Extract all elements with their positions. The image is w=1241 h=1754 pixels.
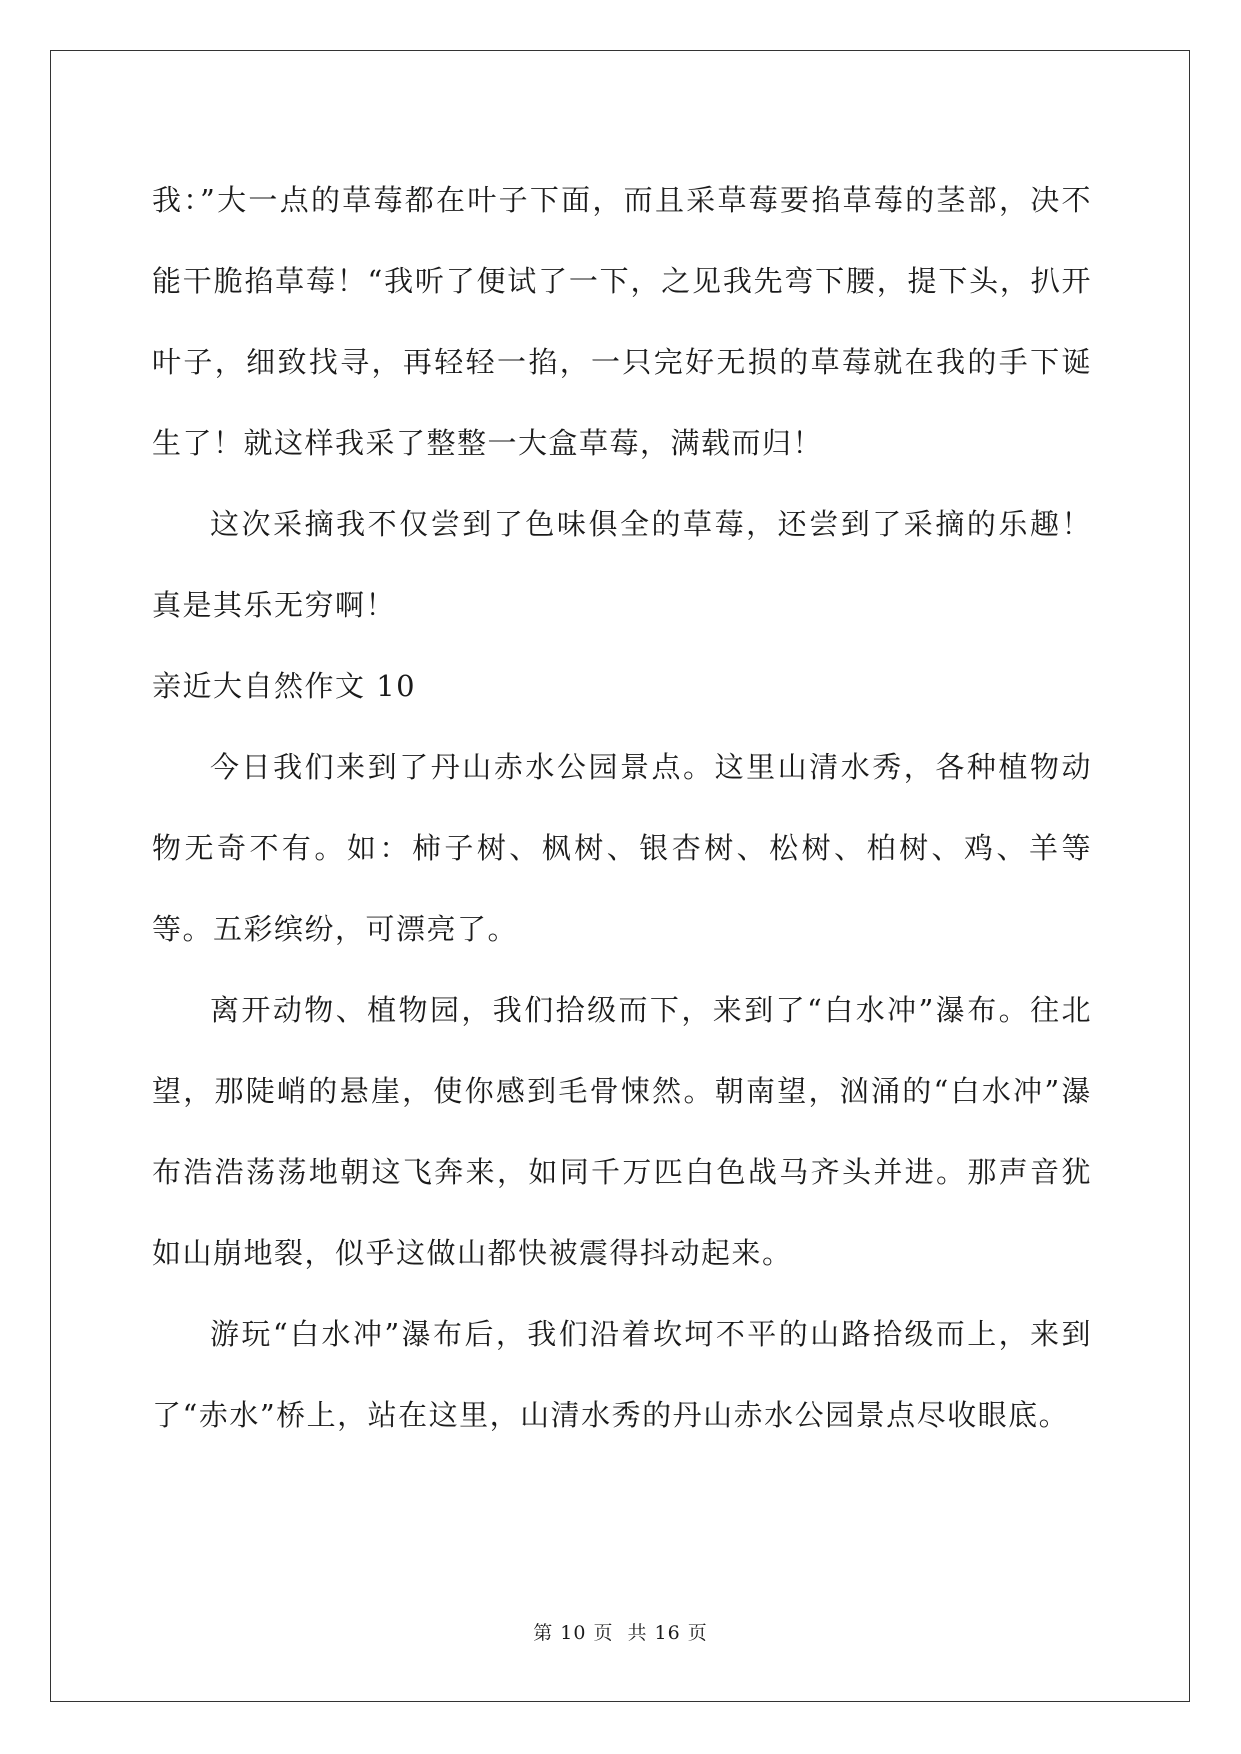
document-body [152,160,1092,1456]
page-footer [0,1618,1241,1645]
paragraph-1: 我：”大一点的草莓都在叶子下面，而且采草莓要掐草莓的茎部，决不能干脆掐草莓！“我听了便试了一下，之见我先弯下腰，提下头，扒开叶子，细致找寻，再轻轻一掐，一只完好无损的草莓就在我的手下诞生了！就这样我采了整整一大盒草莓，满载而归！ [152,183,1092,460]
paragraph-5: 游玩“白水冲”瀑布后，我们沿着坎坷不平的山路拾级而上，来到了“赤水”桥上，站在这里，山清水秀的丹山赤水公园景点尽收眼底。 [152,1317,1092,1432]
page-number: 第 10 页 [533,1622,614,1644]
section-heading: 亲近大自然作文 10 [152,669,417,703]
paragraph-3: 今日我们来到了丹山赤水公园景点。这里山清水秀，各种植物动物无奇不有。如：柿子树、枫树、银杏树、松树、柏树、鸡、羊等等。五彩缤纷，可漂亮了。 [152,750,1092,946]
paragraph-4: 离开动物、植物园，我们拾级而下，来到了“白水冲”瀑布。往北望，那陡峭的悬崖，使你感到毛骨悚然。朝南望，汹涌的“白水冲”瀑布浩浩荡荡地朝这飞奔来，如同千万匹白色战马齐头并进。那声音犹如山崩地裂，似乎这做山都快被震得抖动起来。 [152,993,1092,1270]
page-total: 共 16 页 [627,1622,708,1644]
paragraph-2: 这次采摘我不仅尝到了色味俱全的草莓，还尝到了采摘的乐趣！真是其乐无穷啊！ [152,507,1092,622]
